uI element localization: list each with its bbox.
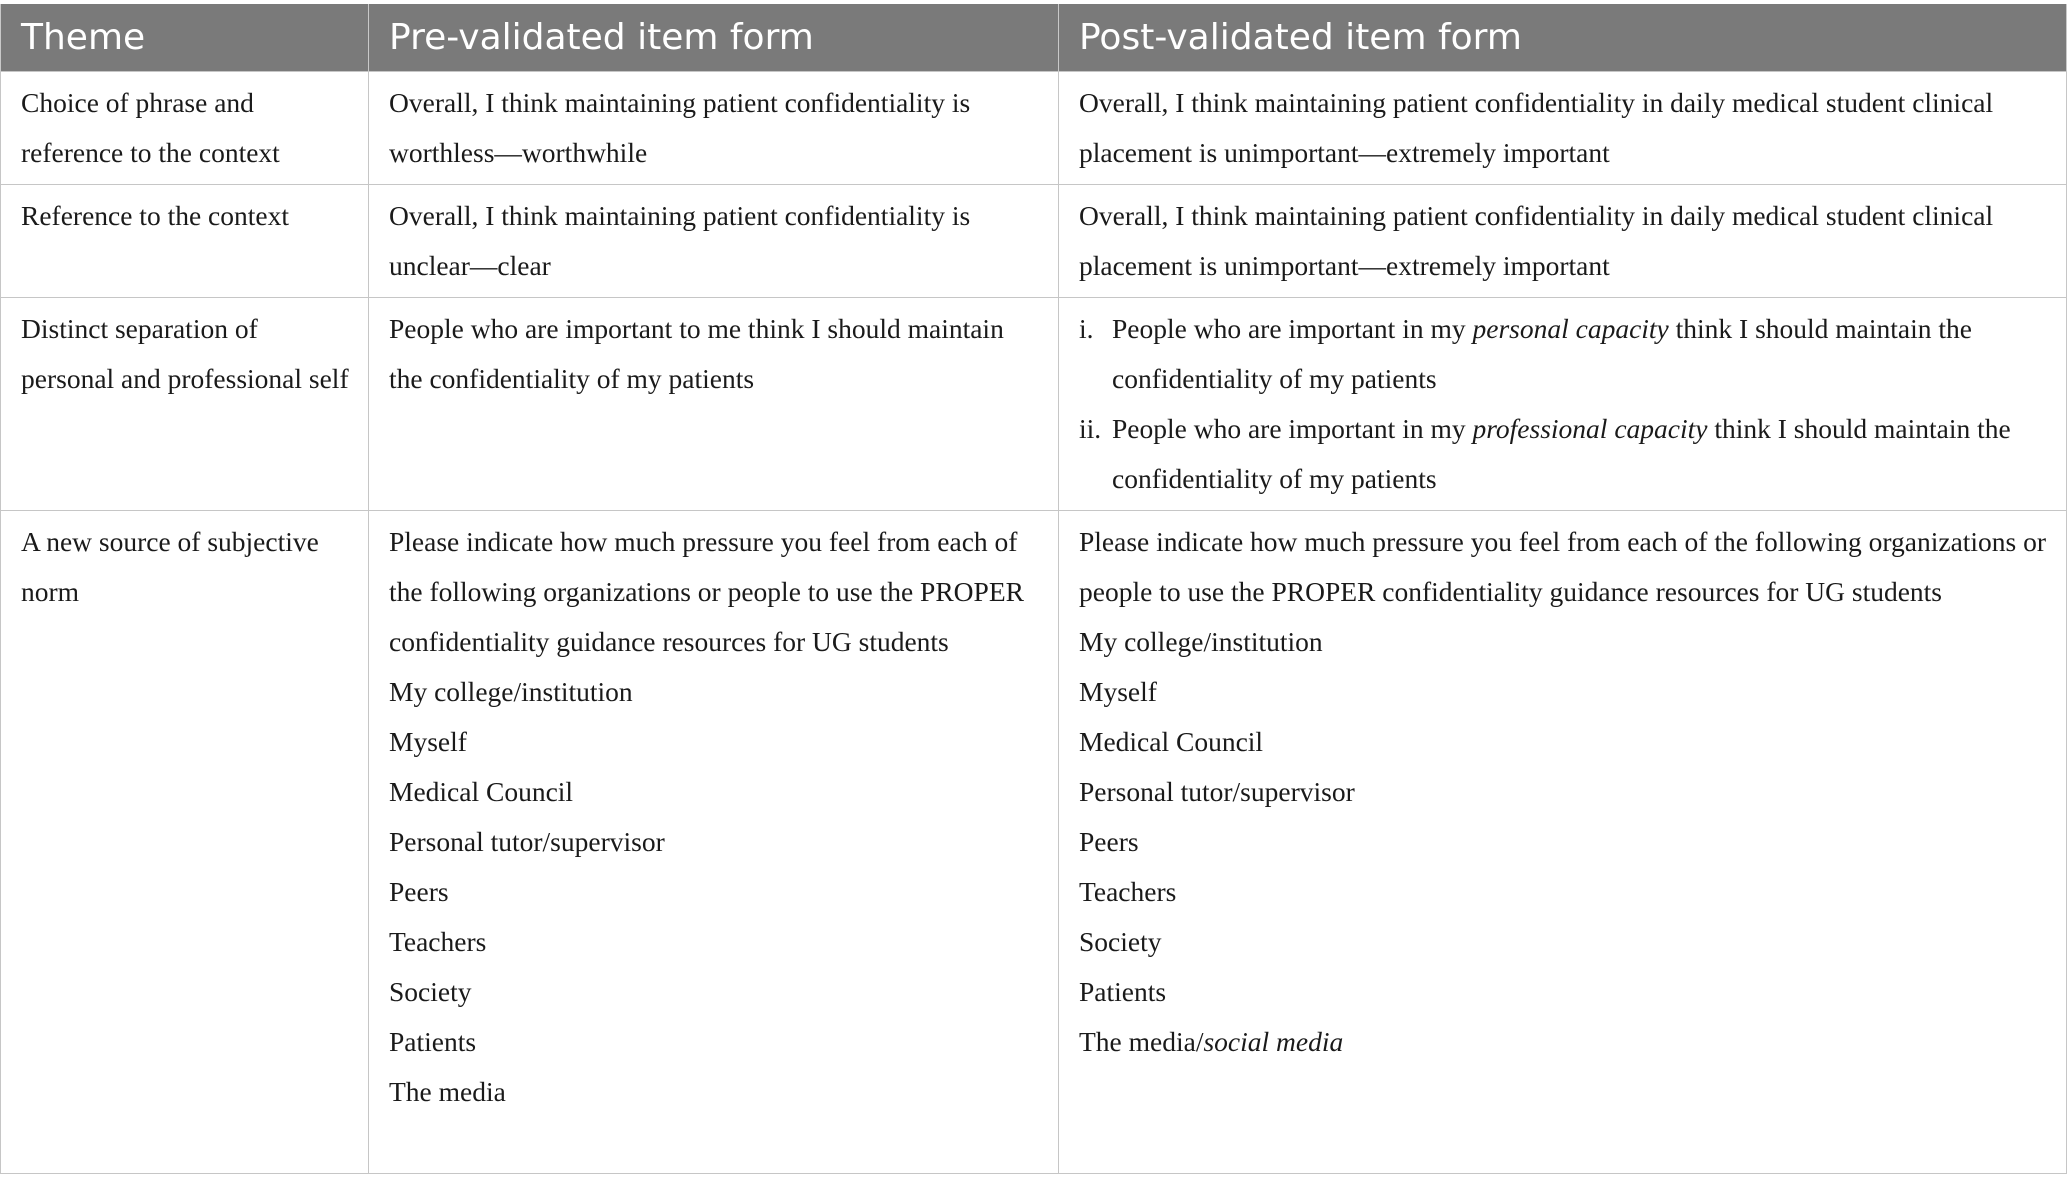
pre-source-item: Peers [389, 876, 449, 907]
item-text-before: People who are important in my [1112, 313, 1473, 344]
pre-validated-cell [369, 511, 1059, 1174]
post-item [1079, 304, 2048, 404]
pre-validated-cell: Overall, I think maintaining patient confidentiality is unclear—clear [369, 185, 1059, 298]
post-source-item: Medical Council [1079, 726, 1264, 757]
pre-source-item: Patients [389, 1026, 477, 1057]
post-source-item: Patients [1079, 976, 1167, 1007]
post-source-item: Society [1079, 926, 1162, 957]
item-form-comparison-table [0, 4, 2067, 1174]
item-text-after: think I should maintain the confidentiality of my patients [1112, 313, 1972, 394]
item-text-emphasis: professional capacity [1472, 413, 1708, 444]
pre-source-item: Personal tutor/supervisor [389, 826, 665, 857]
pre-source-item: Teachers [389, 926, 487, 957]
table-row [1, 298, 2067, 511]
post-validated-cell: Overall, I think maintaining patient confidentiality in daily medical student clinical placement is unimportant—extremely important [1059, 185, 2067, 298]
post-item [1079, 404, 2048, 504]
post-item-list [1079, 304, 2048, 504]
item-text [1112, 304, 2048, 404]
item-text-emphasis: personal capacity [1472, 313, 1669, 344]
post-validated-cell [1059, 298, 2067, 511]
pre-source-item: Society [389, 976, 472, 1007]
post-intro-text: Please indicate how much pressure you feel from each of the following organizations or people to use the PROPER confidentiality guidance resources for UG students [1079, 526, 2047, 607]
pre-source-item: My college/institution [389, 676, 633, 707]
theme-cell: Choice of phrase and reference to the context [1, 72, 369, 185]
table-row [1, 72, 2067, 185]
post-source-item: Personal tutor/supervisor [1079, 776, 1355, 807]
pre-validated-cell: Overall, I think maintaining patient confidentiality is worthless—worthwhile [369, 72, 1059, 185]
media-plain-text: The media/ [1079, 1026, 1204, 1057]
post-validated-cell: Overall, I think maintaining patient confidentiality in daily medical student clinical placement is unimportant—extremely important [1059, 72, 2067, 185]
post-validated-cell [1059, 511, 2067, 1174]
table-row [1, 511, 2067, 1174]
pre-source-item: The media [389, 1076, 506, 1107]
post-source-item: Myself [1079, 676, 1157, 707]
theme-cell: Distinct separation of personal and professional self [1, 298, 369, 511]
item-text-after: think I should maintain the confidentiality of my patients [1112, 413, 2011, 494]
pre-source-item: Medical Council [389, 776, 574, 807]
post-source-item: Teachers [1079, 876, 1177, 907]
header-theme: Theme [1, 4, 369, 72]
table-row [1, 185, 2067, 298]
item-number: ii. [1079, 413, 1102, 444]
item-number: i. [1079, 313, 1094, 344]
pre-source-item: Myself [389, 726, 467, 757]
post-source-item: Peers [1079, 826, 1139, 857]
theme-cell: A new source of subjective norm [1, 511, 369, 1174]
media-emphasis-text: social media [1203, 1026, 1344, 1057]
theme-cell: Reference to the context [1, 185, 369, 298]
table-header-row [1, 4, 2067, 72]
header-pre-validated: Pre-validated item form [369, 4, 1059, 72]
pre-intro-text: Please indicate how much pressure you feel from each of the following organizations or people to use the PROPER confidentiality guidance resources for UG students [389, 526, 1024, 657]
pre-validated-cell: People who are important to me think I should maintain the confidentiality of my patients [369, 298, 1059, 511]
header-post-validated: Post-validated item form [1059, 4, 2067, 72]
post-source-item-media [1079, 1017, 2048, 1067]
post-source-item: My college/institution [1079, 626, 1323, 657]
comparison-table-container [0, 4, 2066, 1174]
item-text [1112, 404, 2048, 504]
item-text-before: People who are important in my [1112, 413, 1473, 444]
